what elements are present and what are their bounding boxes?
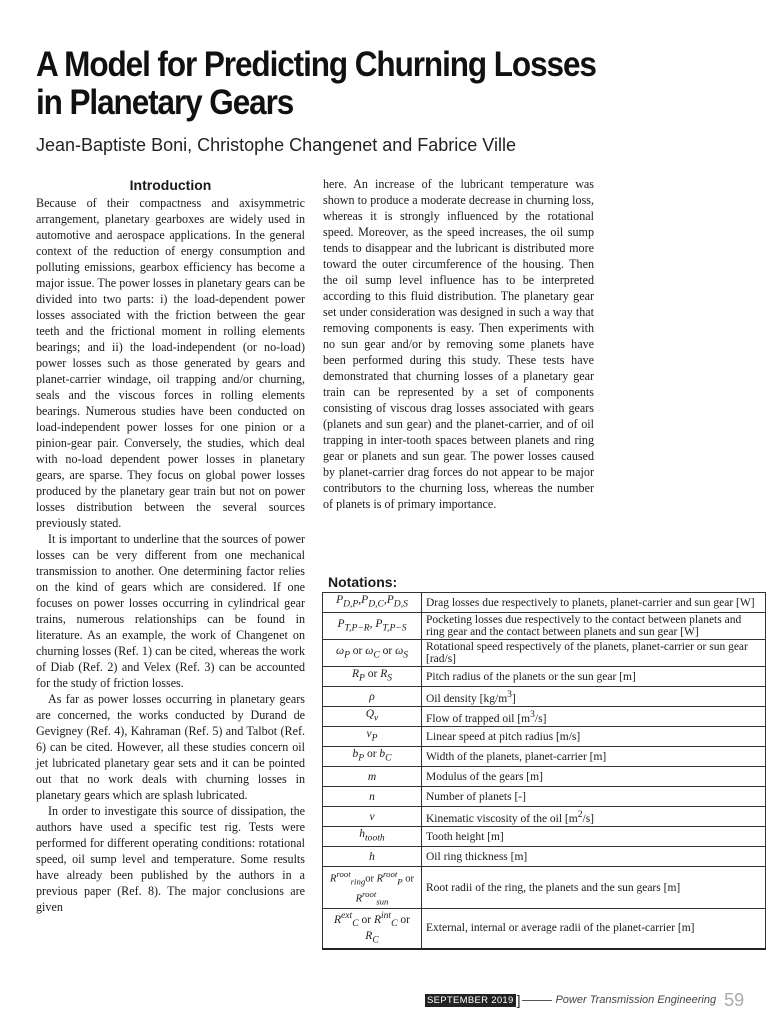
- description-cell: Tooth height [m]: [422, 827, 766, 847]
- table-row: [323, 707, 766, 727]
- journal-name: Power Transmission Engineering: [555, 994, 717, 1006]
- table-row: [323, 827, 766, 847]
- authors: Jean-Baptiste Boni, Christophe Changenet and Fabrice Ville: [36, 135, 516, 155]
- footer-rule: [522, 1000, 552, 1001]
- paragraph: Because of their compactness and axisymmetric arrangement, planetary gearboxes are widely used in automotive and aerospace applications. In the general context of the reduction of energy consumption and polluting emissions, gearbox efficiency has become a major issue. The power losses in planetary gears can be divided into two parts: i) the load-dependent power losses associated with the friction between the gear teeth and the frictional moment in rolling elements bearings; and ii) the load-independent (or no-load) power losses such as those generated by gears and planet-carrier windage, oil trapping and/or churning, seals and the viscous forces in rolling elements bearings. Numerous studies have been conducted on load-independent power losses for one pinion or a pinion-gear pair. Conversely, the studies, which deal with no-load dependent power losses in planetary gears, are sparse. They focus on global power losses produced by the planetary gear train but not on power losses distribution between the several sources previously stated.: [36, 196, 305, 530]
- description-cell: Drag losses due respectively to planets, planet-carrier and sun gear [W]: [422, 593, 766, 613]
- description-cell: Oil density $[kg/m^3]$: [422, 687, 766, 707]
- paragraph: It is important to underline that the sources of power losses can be very different from one mechanical transmission to another. One determining factor relies on the kind of gears which are considered. If one focuses on power losses occurring in cylindrical gear trains, numerous relationships can be found in literature. As an example, the work of Changenet on churning losses (Ref. 1) can be cited, whereas the work of Diab (Ref. 2) and Velex (Ref. 3) can be accounted for the study of friction losses.: [36, 532, 305, 690]
- description-cell: Flow of trapped oil $[m^3/s]$: [422, 707, 766, 727]
- symbol-cell: $P_{T,P-R}$, $P_{T,P-S}$: [323, 613, 422, 640]
- symbol-cell: $R^{root}_{ring}or$ $R^{root}_P$ or $R^{root}_{sun}$: [323, 867, 422, 909]
- paragraph: here. An increase of the lubricant temperature was shown to produce a moderate decrease in churning loss, whereas it is strongly influenced by the rotational speed. Moreover, as the speed increases, the oil sump tends to disappear and the lubricant is distributed more toward the outer circumference of the housing. Then the oil sump level influence has to be interpreted according to this fluid distribution. The planetary gear set under consideration was designed in such a way that removing components is easy. Then experiments with no sun gear and/or by removing some planets have been performed during this study. These tests have demonstrated that churning losses of a planetary gear train can be represented by a set of components consisting of viscous drag losses associated with gears (planets and sun gear) and the planet-carrier, and of oil trapping in inter-tooth spaces between planets and ring gear or planets and sun gear. The power losses caused by planet-carrier drag forces do not appear to be major contributors to the churning loss, whereas the number of planets is of primary importance.: [323, 177, 594, 511]
- description-cell: Number of planets [-]: [422, 787, 766, 807]
- bracket-divider: ]: [516, 992, 521, 1008]
- table-row: [323, 747, 766, 767]
- symbol-cell: ν: [323, 807, 422, 827]
- symbol-cell: ρ: [323, 687, 422, 707]
- page-number: 59: [724, 989, 745, 1010]
- paragraph: As far as power losses occurring in planetary gears are concerned, the works conducted by Durand de Gevigney (Ref. 4), Kahraman (Ref. 5) and Talbot (Ref. 6) can be cited. However, all these studies concern oil jet lubricated planetary gear sets and it can be pointed out that no work deals with churning losses in planetary gears which are splash lubricated.: [36, 692, 305, 802]
- table-row: [323, 909, 766, 949]
- table-row: [323, 787, 766, 807]
- description-cell: Pocketing losses due respectively to the contact between planets and ring gear and the contact between planets and sun gear [W]: [422, 613, 766, 640]
- table-row: [323, 640, 766, 667]
- notations-table: [322, 592, 766, 950]
- issue-date: SEPTEMBER 2019: [427, 994, 514, 1006]
- description-cell: Width of the planets, planet-carrier [m]: [422, 747, 766, 767]
- symbol-cell: n: [323, 787, 422, 807]
- right-column: [323, 176, 594, 512]
- table-row: [323, 667, 766, 687]
- table-row: [323, 847, 766, 867]
- table-row: [323, 867, 766, 909]
- symbol-cell: $R_P$ or $R_S$: [323, 667, 422, 687]
- left-column: [36, 176, 305, 915]
- symbol-cell: $\omega_P$ or $\omega_C$ or $\omega_S$: [323, 640, 422, 667]
- notations-heading: Notations:: [328, 574, 398, 590]
- table-row: [323, 807, 766, 827]
- description-cell: Linear speed at pitch radius [m/s]: [422, 727, 766, 747]
- table-row: [323, 593, 766, 613]
- symbol-cell: $h_{tooth}$: [323, 827, 422, 847]
- symbol-cell: $b_P$ or $b_C$: [323, 747, 422, 767]
- title-line-1: A Model for Predicting Churning Losses: [36, 45, 596, 84]
- symbol-cell: $Q_v$: [323, 707, 422, 727]
- paragraph: In order to investigate this source of dissipation, the authors have used a specific test rig. Tests were performed for different operating conditions: rotational speed, oil sump level and temperature. Some results have already been published by the authors in a previous paper (Ref. 8). The major conclusions are given: [36, 804, 305, 914]
- symbol-cell: $v_P$: [323, 727, 422, 747]
- symbol-cell: $P_{D,P},P_{D,C},P_{D,S}$: [323, 593, 422, 613]
- introduction-heading: Introduction: [129, 177, 212, 193]
- table-row: [323, 687, 766, 707]
- description-cell: External, internal or average radii of the planet-carrier [m]: [422, 909, 766, 949]
- description-cell: Oil ring thickness [m]: [422, 847, 766, 867]
- description-cell: Kinematic viscosity of the oil $[m^2/s]$: [422, 807, 766, 827]
- description-cell: Modulus of the gears [m]: [422, 767, 766, 787]
- table-row: [323, 727, 766, 747]
- symbol-cell: h: [323, 847, 422, 867]
- page-footer: [425, 990, 745, 1010]
- article-title: [36, 46, 666, 122]
- description-cell: Root radii of the ring, the planets and the sun gears [m]: [422, 867, 766, 909]
- symbol-cell: m: [323, 767, 422, 787]
- description-cell: Rotational speed respectively of the planets, planet-carrier or sun gear [rad/s]: [422, 640, 766, 667]
- description-cell: Pitch radius of the planets or the sun gear [m]: [422, 667, 766, 687]
- title-line-2: in Planetary Gears: [36, 83, 294, 122]
- table-row: [323, 767, 766, 787]
- table-row: [323, 613, 766, 640]
- symbol-cell: $R^{ext}_C$ or $R^{int}_C$ or $R_C$: [323, 909, 422, 949]
